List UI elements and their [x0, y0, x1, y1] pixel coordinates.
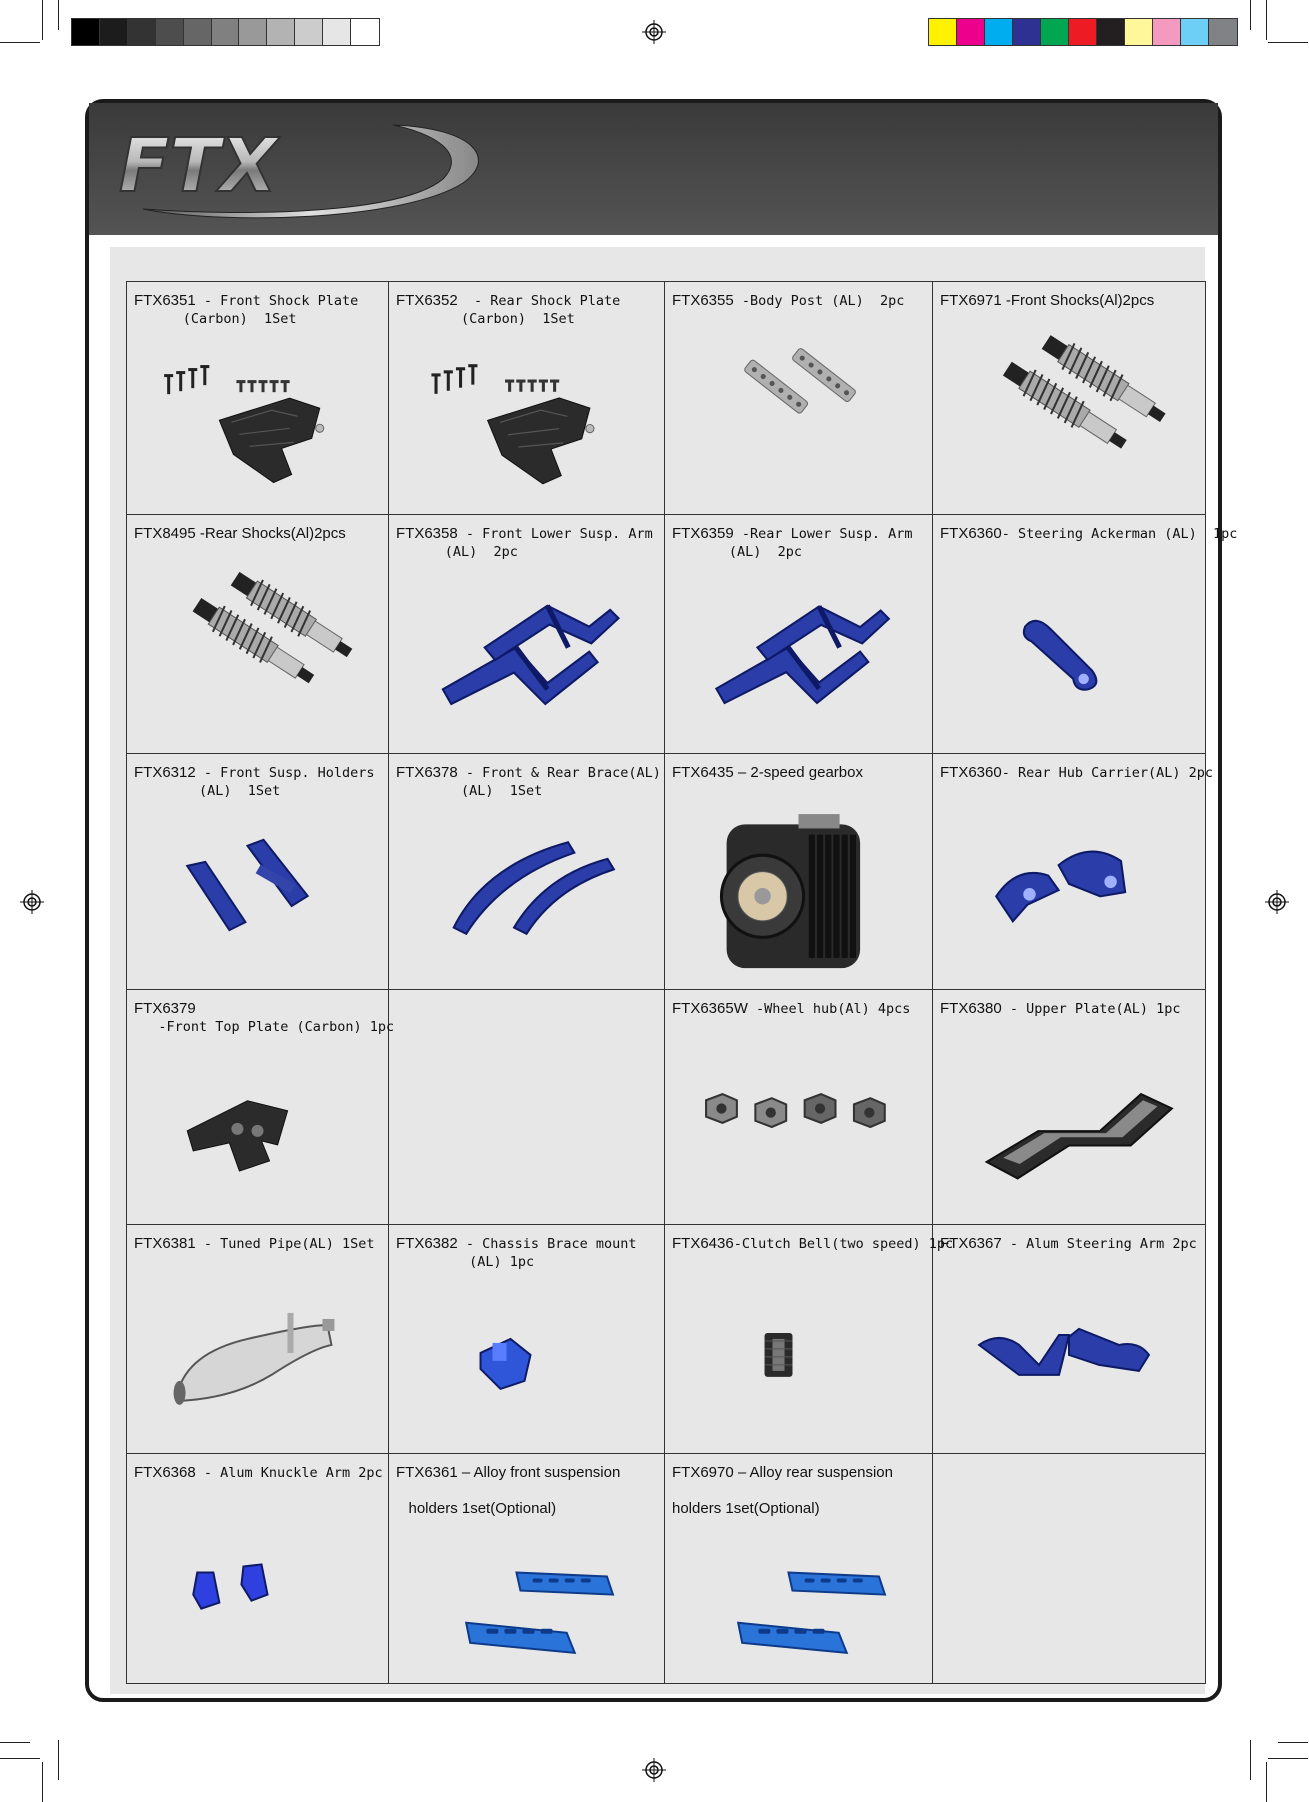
color-swatch: [1125, 19, 1153, 45]
color-swatch: [929, 19, 957, 45]
part-code: FTX6352: [396, 292, 458, 309]
color-swatch: [1181, 19, 1209, 45]
part-code: FTX6970: [672, 1463, 734, 1481]
empty-cell: [933, 1453, 1206, 1683]
part-description: - Chassis Brace mount (AL) 1pc: [465, 1236, 637, 1271]
color-swatch: [1153, 19, 1181, 45]
carbon-plate-with-screws-icon: [389, 310, 664, 514]
color-swatch: [1209, 19, 1237, 45]
part-code: FTX6368: [134, 1463, 196, 1481]
part-description: - Alum Steering Arm 2pc: [1001, 1236, 1197, 1253]
color-swatch: [1013, 19, 1041, 45]
crop-mark: [1250, 0, 1251, 30]
gray-swatch: [100, 19, 128, 45]
registration-mark-icon: [642, 1758, 666, 1782]
color-calibration-bar: [928, 18, 1238, 46]
hub-carrier-icon: [933, 782, 1205, 990]
part-code: FTX6360: [940, 525, 1002, 543]
part-cell: [389, 282, 665, 515]
registration-mark-icon: [1265, 890, 1289, 914]
body-post-icon: [665, 310, 932, 514]
clutch-bell-icon: [665, 1253, 932, 1453]
part-cell: [933, 990, 1206, 1225]
part-label: [396, 525, 653, 561]
parts-sheet-panel: [85, 99, 1238, 1702]
part-description: -Front Shocks(Al)2pcs: [1001, 292, 1155, 309]
part-cell: [665, 515, 933, 753]
part-label: [672, 1464, 893, 1518]
grayscale-calibration-bar: [71, 18, 380, 46]
color-swatch: [957, 19, 985, 45]
steering-ackerman-icon: [933, 543, 1205, 752]
part-code: FTX6355: [672, 292, 734, 309]
part-cell: [933, 515, 1238, 753]
part-cell: [127, 1225, 389, 1454]
color-swatch: [1097, 19, 1125, 45]
part-cell: [127, 515, 389, 753]
part-cell: [665, 753, 933, 990]
crop-mark: [0, 1742, 30, 1743]
steering-arm-icon: [933, 1253, 1205, 1453]
part-label: [672, 764, 863, 782]
grid-row: [127, 990, 1206, 1225]
part-cell: [127, 1453, 389, 1683]
crop-mark: [58, 1740, 59, 1780]
suspension-arm-icon: [389, 543, 664, 752]
carbon-plate-with-screws-icon: [127, 310, 388, 514]
crop-mark: [42, 0, 43, 40]
part-description: - Front Lower Susp. Arm (AL) 2pc: [444, 526, 653, 561]
part-cell: [127, 990, 395, 1225]
crop-mark: [1266, 0, 1267, 40]
header-bar: [89, 103, 1218, 235]
part-cell: [389, 753, 665, 990]
ftx-logo: [103, 113, 493, 223]
part-cell: [389, 1225, 665, 1454]
part-description: - Tuned Pipe(AL) 1Set: [195, 1236, 375, 1253]
crop-mark: [0, 1758, 40, 1759]
part-code: FTX6360: [940, 763, 1002, 781]
part-description: -Rear Shocks(Al)2pcs: [195, 525, 346, 543]
grid-row: [127, 515, 1206, 753]
color-swatch: [1041, 19, 1069, 45]
part-label: [134, 764, 375, 800]
part-code: FTX6971: [940, 292, 1002, 309]
susp-holder-icon: [127, 782, 388, 990]
shock-absorber-icon: [933, 310, 1205, 514]
parts-grid: [126, 281, 1238, 1684]
part-description: – Alloy rear suspension holders 1set(Optional): [672, 1463, 893, 1517]
part-description: - Alum Knuckle Arm 2pc: [195, 1464, 383, 1481]
part-description: - Front Susp. Holders (AL) 1Set: [199, 764, 375, 799]
gray-swatch: [212, 19, 240, 45]
part-label: [396, 1235, 637, 1271]
part-label: [134, 525, 346, 543]
part-label: [940, 525, 1237, 543]
brace-mount-icon: [389, 1253, 664, 1453]
part-description: – Alloy front suspension holders 1set(Optional): [408, 1463, 621, 1517]
part-code: FTX8495: [134, 525, 196, 543]
part-description: -Wheel hub(Al) 4pcs: [747, 1001, 911, 1018]
part-description: - Rear Hub Carrier(AL) 2pc: [1001, 764, 1214, 781]
crop-mark: [0, 42, 40, 43]
part-cell: [127, 282, 389, 515]
part-label: [134, 292, 358, 328]
part-label: [940, 292, 1154, 310]
shock-absorber-icon: [127, 543, 388, 752]
part-label: [134, 1464, 383, 1482]
crop-mark: [1278, 1742, 1308, 1743]
part-label: [134, 1235, 375, 1253]
part-code: FTX6436: [672, 1235, 734, 1253]
part-code: FTX6381: [134, 1235, 196, 1253]
grid-row: [127, 282, 1206, 515]
color-swatch: [985, 19, 1013, 45]
grid-row: [127, 1225, 1206, 1454]
part-cell: [933, 1225, 1206, 1454]
part-description: -Clutch Bell(two speed) 1pc: [733, 1236, 954, 1253]
part-code: FTX6378: [396, 763, 458, 781]
crop-mark: [1268, 1758, 1308, 1759]
gray-swatch: [184, 19, 212, 45]
part-cell: [389, 1453, 665, 1683]
gray-swatch: [267, 19, 295, 45]
registration-mark-icon: [20, 890, 44, 914]
part-cell: [933, 753, 1214, 990]
upper-plate-icon: [933, 1018, 1205, 1224]
brace-icon: [389, 782, 664, 990]
suspension-arm-icon: [665, 543, 932, 752]
part-cell: [665, 282, 933, 515]
part-label: [672, 292, 904, 310]
part-cell: [665, 990, 933, 1225]
part-code: FTX6358: [396, 525, 458, 543]
part-description: - Front & Rear Brace(AL) (AL) 1Set: [461, 764, 661, 799]
part-code: FTX6380: [940, 1000, 1002, 1018]
part-cell: [127, 753, 389, 990]
part-label: [940, 1235, 1197, 1253]
part-description: -Front Top Plate (Carbon) 1pc: [158, 1019, 395, 1036]
gray-swatch: [128, 19, 156, 45]
wheel-hub-icon: [665, 1018, 932, 1224]
part-code: FTX6379: [134, 1000, 196, 1018]
part-cell: [933, 282, 1206, 515]
gray-swatch: [72, 19, 100, 45]
gray-swatch: [156, 19, 184, 45]
part-label: [672, 1000, 910, 1018]
gearbox-icon: [665, 782, 932, 990]
part-label: [940, 764, 1213, 782]
part-code: FTX6365W: [672, 1000, 748, 1018]
crop-mark: [1266, 1762, 1267, 1802]
crop-mark: [1268, 42, 1308, 43]
part-label: [672, 1235, 953, 1253]
gray-swatch: [351, 19, 379, 45]
part-code: FTX6351: [134, 292, 196, 309]
parts-grid-background: [110, 247, 1238, 1694]
part-description: - Steering Ackerman (AL) 1pc: [1001, 526, 1238, 543]
part-label: [134, 1000, 394, 1036]
part-label: [672, 525, 913, 561]
part-description: - Front Shock Plate (Carbon) 1Set: [182, 293, 359, 327]
knuckle-arm-icon: [127, 1482, 388, 1683]
gray-swatch: [239, 19, 267, 45]
gray-swatch: [295, 19, 323, 45]
registration-mark-icon: [642, 20, 666, 44]
empty-cell: [389, 990, 665, 1225]
svg-text:FTX: FTX: [119, 123, 278, 209]
part-code: FTX6382: [396, 1235, 458, 1253]
tuned-pipe-icon: [127, 1253, 388, 1453]
part-description: - Rear Shock Plate (Carbon) 1Set: [461, 293, 621, 327]
color-swatch: [1069, 19, 1097, 45]
part-description: -Body Post (AL) 2pc: [733, 293, 905, 309]
part-description: - Upper Plate(AL) 1pc: [1001, 1001, 1181, 1018]
part-code: FTX6361: [396, 1463, 458, 1481]
part-cell: [389, 515, 665, 753]
part-code: FTX6435: [672, 763, 734, 781]
part-code: FTX6312: [134, 763, 196, 781]
part-cell: [665, 1225, 954, 1454]
crop-mark: [1250, 1740, 1251, 1780]
ftx-logo-icon: [103, 113, 493, 223]
gray-swatch: [323, 19, 351, 45]
crop-mark: [58, 0, 59, 30]
part-cell: [665, 1453, 933, 1683]
part-label: [396, 292, 620, 328]
part-label: [396, 1464, 620, 1518]
part-label: [940, 1000, 1181, 1018]
crop-mark: [42, 1762, 43, 1802]
carbon-top-plate-icon: [127, 1018, 388, 1224]
grid-row: [127, 1453, 1206, 1683]
part-description: – 2-speed gearbox: [733, 763, 863, 781]
part-label: [396, 764, 661, 800]
part-code: FTX6359: [672, 525, 734, 543]
grid-row: [127, 753, 1206, 990]
part-description: -Rear Lower Susp. Arm (AL) 2pc: [728, 526, 913, 561]
part-code: FTX6367: [940, 1235, 1002, 1253]
